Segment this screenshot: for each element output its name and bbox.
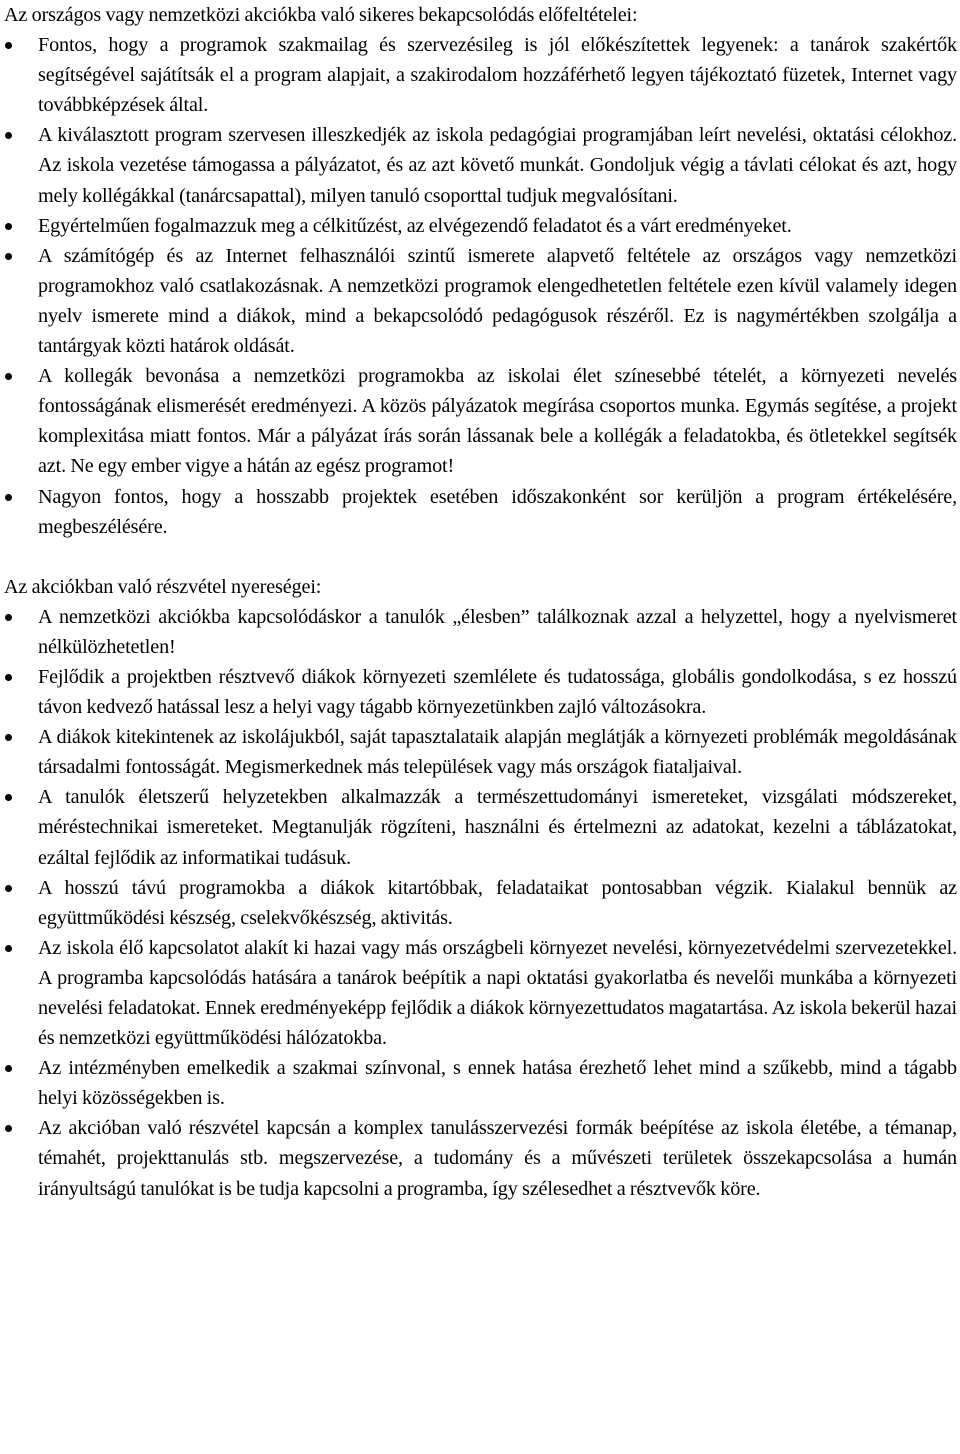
list-item: A tanulók életszerű helyzetekben alkalmazzák a természettudományi ismereteket, vizsgálati módszereket, méréstechnikai ismereteket. Megtanulják rögzíteni, használni és értelmezni az adatokat, kezelni a táblázatokat, ezáltal fejlődik az informatikai tudásuk. (4, 782, 957, 872)
list-item: A nemzetközi akciókba kapcsolódáskor a tanulók „élesben” találkoznak azzal a helyzettel, hogy a nyelvismeret nélkülözhetetlen! (4, 602, 957, 662)
list-item: Egyértelműen fogalmazzuk meg a célkitűzést, az elvégezendő feladatot és a várt eredményeket. (4, 211, 957, 241)
list-item: Az akcióban való részvétel kapcsán a komplex tanulásszervezési formák beépítése az iskola életébe, a témanap, témahét, projekttanulás stb. megszervezése, a tudomány és a művészeti területek összekapcsolása a humán irányultságú tanulókat is be tudja kapcsolni a programba, így szélesedhet a résztvevők köre. (4, 1113, 957, 1203)
section-heading-benefits: Az akciókban való részvétel nyereségei: (4, 575, 322, 598)
list-item: Nagyon fontos, hogy a hosszabb projektek esetében időszakonként sor kerüljön a program értékelésére, megbeszélésére. (4, 482, 957, 542)
list-item: A kollegák bevonása a nemzetközi programokba az iskolai élet színesebbé tételét, a környezeti nevelés fontosságának elismerését eredményezi. A közös pályázatok megírása csoportos munka. Egymás segítése, a projekt komplexitása miatt fontos. Már a pályázat írás során lássanak bele a kollégák a feladatokba, és ötletekkel segítsék azt. Ne egy ember vigye a hátán az egész programot! (4, 361, 957, 481)
list-item: A számítógép és az Internet felhasználói szintű ismerete alapvető feltétele az országos vagy nemzetközi programokhoz való csatlakozásnak. A nemzetközi programok elengedhetetlen feltétele ezen kívül valamely idegen nyelv ismerete mind a diákok, mind a bekapcsolódó pedagógusok részéről. Ez is nagymértékben szolgálja a tantárgyak közti határok oldását. (4, 241, 957, 361)
list-item: A kiválasztott program szervesen illeszkedjék az iskola pedagógiai programjában leírt nevelési, oktatási célokhoz. Az iskola vezetése támogassa a pályázatot, és az azt követő munkát. Gondoljuk végig a távlati célokat és azt, hogy mely kollégákkal (tanárcsapattal), milyen tanuló csoporttal tudjuk megvalósítani. (4, 120, 957, 210)
prerequisites-list (4, 30, 957, 542)
list-item: Az intézményben emelkedik a szakmai színvonal, s ennek hatása érezhető lehet mind a szűkebb, mind a tágabb helyi közösségekben is. (4, 1053, 957, 1113)
document-page (4, 0, 957, 1204)
list-item: Az iskola élő kapcsolatot alakít ki hazai vagy más országbeli környezet nevelési, környezetvédelmi szervezetekkel. A programba kapcsolódás hatására a tanárok beépítik a napi oktatási gyakorlatba és nevelői munkába a környezeti nevelési feladatokat. Ennek eredményeképp fejlődik a diákok környezettudatos magatartása. Az iskola bekerül hazai és nemzetközi együttműködési hálózatokba. (4, 933, 957, 1053)
list-item: Fejlődik a projektben résztvevő diákok környezeti szemlélete és tudatossága, globális gondolkodása, s ez hosszú távon kedvező hatással lesz a helyi vagy tágabb környezetünkben zajló változásokra. (4, 662, 957, 722)
list-item: Fontos, hogy a programok szakmailag és szervezésileg is jól előkészítettek legyenek: a tanárok szakértők segítségével sajátítsák el a program alapjait, a szakirodalom hozzáférhető legyen tájékoztató füzetek, Internet vagy továbbképzések által. (4, 30, 957, 120)
list-item: A diákok kitekintenek az iskolájukból, saját tapasztalataik alapján meglátják a környezeti problémák megoldásának társadalmi fontosságát. Megismerkednek más települések vagy más országok fiataljaival. (4, 722, 957, 782)
benefits-list (4, 602, 957, 1204)
section-heading-prerequisites: Az országos vagy nemzetközi akciókba való sikeres bekapcsolódás előfeltételei: (4, 4, 638, 26)
list-item: A hosszú távú programokba a diákok kitartóbbak, feladataikat pontosabban végzik. Kialakul bennük az együttműködési készség, cselekvőkészség, aktivitás. (4, 873, 957, 933)
